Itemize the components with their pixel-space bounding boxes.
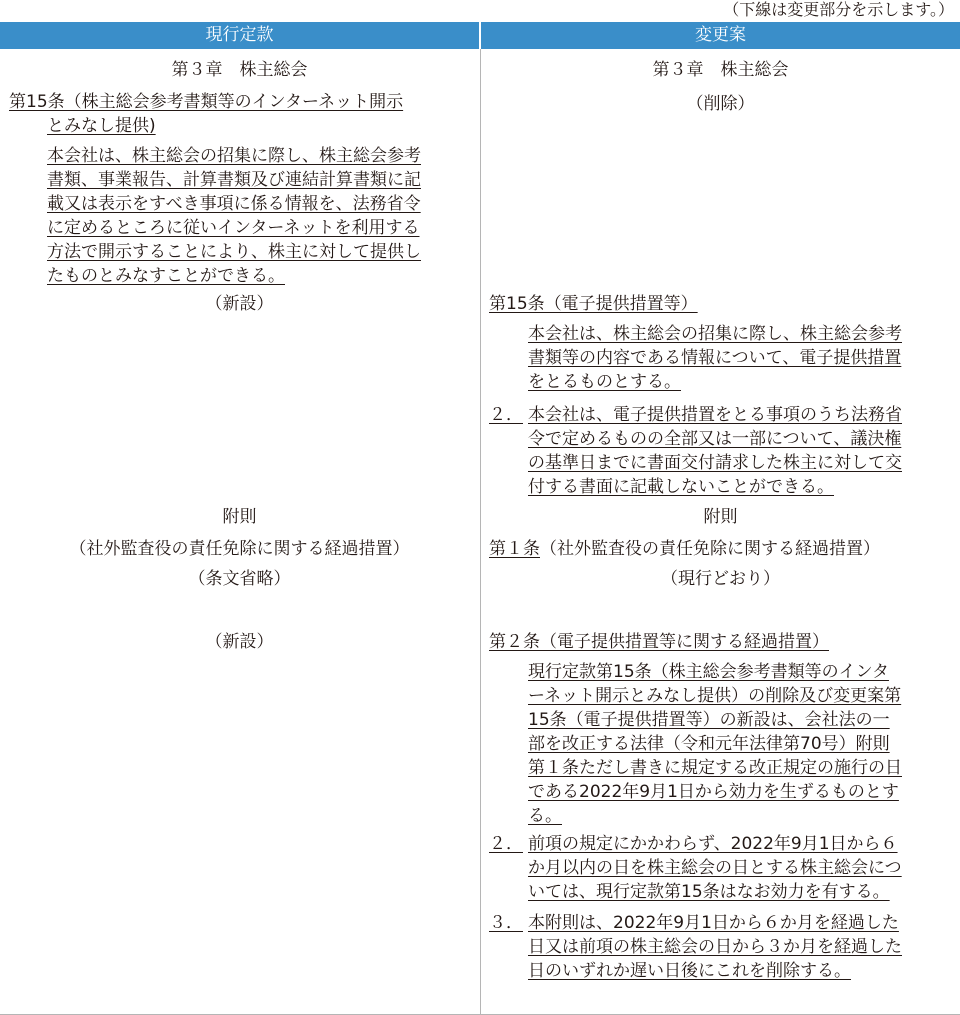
column-divider [480, 49, 481, 1015]
left-supplementary-heading: 附則 [222, 507, 257, 527]
header-current: 現行定款 [205, 25, 274, 45]
right-art15-body [528, 322, 902, 394]
text-line: 15条（電子提供措置等）の新設は、会社法の一 [528, 710, 890, 730]
right-supplementary-heading: 附則 [703, 507, 738, 527]
left-chapter-heading: 第３章 株主総会 [171, 60, 308, 80]
right-deleted: （削除） [686, 94, 755, 114]
text-line: 日のいずれか遅い日後にこれを削除する。 [528, 961, 851, 981]
table-header [0, 22, 960, 49]
text-line: ーネット開示とみなし提供）の削除及び変更案第 [528, 686, 902, 706]
right-art15-title: 第15条（電子提供措置等） [489, 294, 698, 314]
text-line: か月以内の日を株主総会の日とする株主総会につ [528, 858, 902, 878]
text-line: の基準日までに書面交付請求した株主に対して交 [528, 453, 902, 473]
text-line: 前項の規定にかかわらず、2022年9月1日から６ [528, 834, 898, 854]
text-line: 本会社は、株主総会の招集に際し、株主総会参考 [47, 146, 421, 166]
left-art15-body [47, 144, 421, 288]
right-supp-article2-body [528, 660, 902, 828]
right-supp-article2-title: 第２条（電子提供措置等に関する経過措置） [489, 632, 829, 652]
text-line: 令で定めるものの全部又は一部について、議決権 [528, 429, 902, 449]
text-line: 現行定款第15条（株主総会参考書類等のインタ [528, 662, 889, 682]
text-line: 書類、事業報告、計算書類及び連結計算書類に記 [47, 170, 421, 190]
text-line: である2022年9月1日から効力を生ずるものとす [528, 782, 899, 802]
text-line: 本会社は、株主総会の招集に際し、株主総会参考 [528, 324, 902, 344]
right-as-is: （現行どおり） [661, 569, 780, 589]
text-line: 日又は前項の株主総会の日から３か月を経過した [528, 937, 902, 957]
text-line: 載又は表示をすべき事項に係る情報を、法務省令 [47, 194, 421, 214]
text-line: る。 [528, 806, 562, 826]
right-art15-p2-number: ２． [489, 405, 523, 425]
text-line: 部を改正する法律（令和元年法律第70号）附則 [528, 734, 890, 754]
text-line: 第１条ただし書きに規定する改正規定の施行の日 [528, 758, 902, 778]
left-new-provision-2: （新設） [205, 632, 274, 652]
text-line: に定めるところに従いインターネットを利用する [47, 218, 420, 238]
left-art15-title-line1: 第15条（株主総会参考書類等のインターネット開示 [9, 92, 404, 112]
right-supp-p3 [528, 911, 902, 983]
right-supp-p2-number: ２． [489, 834, 523, 854]
right-art15-p2 [528, 403, 902, 499]
right-supp-article1 [489, 537, 880, 561]
supp-article1-title: （社外監査役の責任免除に関する経過措置） [540, 539, 880, 559]
left-text-omitted: （条文省略） [188, 569, 291, 589]
supp-article1-label: 第１条 [489, 539, 540, 559]
text-line: をとるものとする。 [528, 372, 681, 392]
text-line: 方法で開示することにより、株主に対して提供し [47, 242, 421, 262]
text-line: 付する書面に記載しないことができる。 [528, 477, 834, 497]
right-chapter-heading: 第３章 株主総会 [652, 60, 789, 80]
text-line: たものとみなすことができる。 [47, 266, 285, 286]
underline-note: （下線は変更部分を示します。） [723, 0, 954, 19]
header-proposed: 変更案 [695, 25, 746, 45]
text-line: いては、現行定款第15条はなお効力を有する。 [528, 882, 890, 902]
text-line: 書類等の内容である情報について、電子提供措置 [528, 348, 902, 368]
text-line: 本会社は、電子提供措置をとる事項のうち法務省 [528, 405, 902, 425]
left-supp-article1: （社外監査役の責任免除に関する経過措置） [69, 539, 410, 559]
left-art15-title-line2: とみなし提供) [47, 116, 156, 136]
right-supp-p2 [528, 832, 902, 904]
left-new-provision-1: （新設） [205, 294, 274, 314]
right-supp-p3-number: ３． [489, 913, 523, 933]
text-line: 本附則は、2022年9月1日から６か月を経過した [528, 913, 899, 933]
